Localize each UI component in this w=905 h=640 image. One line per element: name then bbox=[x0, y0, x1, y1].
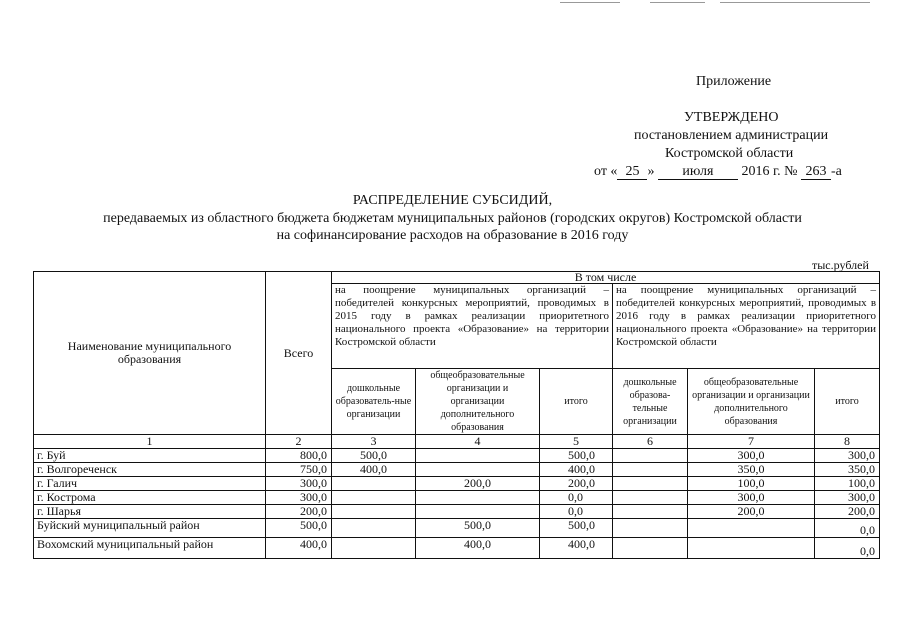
scan-mark bbox=[560, 2, 620, 3]
col-name-header: Наименование муниципального образования bbox=[34, 272, 266, 435]
table-row bbox=[34, 519, 880, 538]
cell-c4: 500,0 bbox=[416, 519, 540, 538]
group-2015-header: на поощрение муниципальных организаций – победителей конкурсных мероприятий, проводимых в 2015 году в рамках реализации приоритетного национального проекта «Образование» на территории Костромской области bbox=[332, 284, 613, 369]
col-including-header: В том числе bbox=[332, 272, 880, 284]
col-number: 1 bbox=[34, 435, 266, 449]
col-number: 3 bbox=[332, 435, 416, 449]
cell-c8: 300,0 bbox=[815, 449, 880, 463]
column-number-row bbox=[34, 435, 880, 449]
cell-c7: 350,0 bbox=[688, 463, 815, 477]
cell-c8: 300,0 bbox=[815, 491, 880, 505]
cell-c5: 0,0 bbox=[540, 491, 613, 505]
cell-c8: 0,0 bbox=[815, 519, 880, 538]
cell-total: 300,0 bbox=[266, 491, 332, 505]
cell-c6 bbox=[613, 519, 688, 538]
cell-c7 bbox=[688, 519, 815, 538]
cell-c4 bbox=[416, 491, 540, 505]
cell-c3 bbox=[332, 519, 416, 538]
sub-total-2016: итого bbox=[815, 369, 880, 435]
cell-total: 750,0 bbox=[266, 463, 332, 477]
cell-c4: 400,0 bbox=[416, 538, 540, 559]
sub-preschool-2016: дошкольные образова-тельные организации bbox=[613, 369, 688, 435]
sub-general-2016: общеобразовательные организации и организации дополнительного образования bbox=[688, 369, 815, 435]
scan-mark bbox=[720, 2, 870, 3]
cell-c3: 400,0 bbox=[332, 463, 416, 477]
row-name: г. Волгореченск bbox=[34, 463, 266, 477]
decree-month: июля bbox=[658, 165, 738, 180]
scan-mark bbox=[650, 2, 705, 3]
table-row bbox=[34, 538, 880, 559]
sub-total-2015: итого bbox=[540, 369, 613, 435]
approved-label: УТВЕРЖДЕНО bbox=[684, 110, 779, 125]
cell-c8: 0,0 bbox=[815, 538, 880, 559]
cell-c5: 0,0 bbox=[540, 505, 613, 519]
cell-c6 bbox=[613, 477, 688, 491]
decree-number: 263 bbox=[801, 165, 831, 180]
table-row bbox=[34, 505, 880, 519]
document-subtitle-2: на софинансирование расходов на образование в 2016 году bbox=[276, 228, 629, 243]
cell-c6 bbox=[613, 505, 688, 519]
cell-c8: 100,0 bbox=[815, 477, 880, 491]
appendix-label: Приложение bbox=[696, 74, 772, 89]
table-row bbox=[34, 477, 880, 491]
row-name: Буйский муниципальный район bbox=[34, 519, 266, 538]
row-name: г. Галич bbox=[34, 477, 266, 491]
cell-c5: 500,0 bbox=[540, 449, 613, 463]
cell-c8: 350,0 bbox=[815, 463, 880, 477]
col-total-header: Всего bbox=[266, 272, 332, 435]
units-label: тыс.рублей bbox=[812, 258, 869, 272]
cell-c5: 200,0 bbox=[540, 477, 613, 491]
cell-total: 800,0 bbox=[266, 449, 332, 463]
cell-c4 bbox=[416, 463, 540, 477]
col-number: 4 bbox=[416, 435, 540, 449]
cell-c3 bbox=[332, 538, 416, 559]
col-number: 6 bbox=[613, 435, 688, 449]
cell-total: 400,0 bbox=[266, 538, 332, 559]
row-name: г. Шарья bbox=[34, 505, 266, 519]
sub-general-2015: общеобразовательные организации и организации дополнительного образования bbox=[416, 369, 540, 435]
col-number: 7 bbox=[688, 435, 815, 449]
cell-c5: 500,0 bbox=[540, 519, 613, 538]
sub-preschool-2015: дошкольные образователь-ные организации bbox=[332, 369, 416, 435]
cell-c6 bbox=[613, 538, 688, 559]
cell-c7 bbox=[688, 538, 815, 559]
col-number: 5 bbox=[540, 435, 613, 449]
decree-reference: от « 25 » июля 2016 г. № 263 -а bbox=[594, 164, 842, 179]
cell-c4: 200,0 bbox=[416, 477, 540, 491]
approved-by-line: постановлением администрации bbox=[634, 128, 829, 143]
group-2016-header: на поощрение муниципальных организаций – победителей конкурсных мероприятий, проводимых в 2016 году в рамках реализации приоритетного национального проекта «Образование» на территории Костромской области bbox=[613, 284, 880, 369]
table-row bbox=[34, 449, 880, 463]
subsidy-table bbox=[33, 271, 880, 559]
table-row bbox=[34, 463, 880, 477]
cell-c7: 200,0 bbox=[688, 505, 815, 519]
row-name: г. Кострома bbox=[34, 491, 266, 505]
table-row bbox=[34, 491, 880, 505]
cell-c3 bbox=[332, 477, 416, 491]
cell-c5: 400,0 bbox=[540, 538, 613, 559]
cell-total: 500,0 bbox=[266, 519, 332, 538]
row-name: Вохомский муниципальный район bbox=[34, 538, 266, 559]
cell-c8: 200,0 bbox=[815, 505, 880, 519]
cell-c6 bbox=[613, 463, 688, 477]
cell-c7: 300,0 bbox=[688, 449, 815, 463]
cell-c6 bbox=[613, 491, 688, 505]
cell-c7: 100,0 bbox=[688, 477, 815, 491]
approved-region-line: Костромской области bbox=[665, 146, 794, 161]
cell-total: 200,0 bbox=[266, 505, 332, 519]
cell-c3: 500,0 bbox=[332, 449, 416, 463]
cell-c6 bbox=[613, 449, 688, 463]
cell-c7: 300,0 bbox=[688, 491, 815, 505]
cell-c3 bbox=[332, 491, 416, 505]
cell-c4 bbox=[416, 449, 540, 463]
cell-c3 bbox=[332, 505, 416, 519]
col-number: 2 bbox=[266, 435, 332, 449]
cell-c4 bbox=[416, 505, 540, 519]
decree-day: 25 bbox=[617, 165, 647, 180]
header-row bbox=[34, 272, 880, 284]
cell-c5: 400,0 bbox=[540, 463, 613, 477]
col-number: 8 bbox=[815, 435, 880, 449]
cell-total: 300,0 bbox=[266, 477, 332, 491]
row-name: г. Буй bbox=[34, 449, 266, 463]
document-title: РАСПРЕДЕЛЕНИЕ СУБСИДИЙ, bbox=[352, 193, 553, 208]
document-subtitle: передаваемых из областного бюджета бюджетам муниципальных районов (городских округов) Костромской области bbox=[103, 211, 802, 226]
